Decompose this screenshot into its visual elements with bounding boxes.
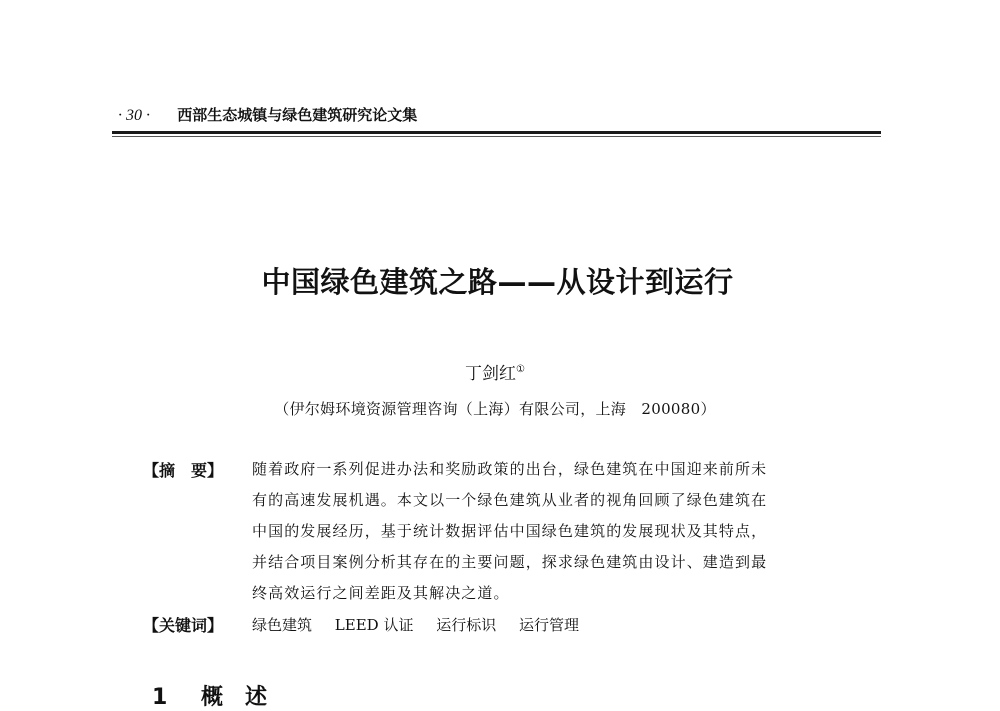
author-footnote-mark: ① — [516, 364, 525, 375]
keyword: 运行管理 — [519, 616, 580, 634]
abstract-line: 终高效运行之间差距及其解决之道。 — [252, 584, 510, 602]
abstract-line: 有的高速发展机遇。本文以一个绿色建筑从业者的视角回顾了绿色建筑在 — [252, 491, 768, 509]
journal-title: 西部生态城镇与绿色建筑研究论文集 — [177, 106, 418, 124]
abstract-line: 中国的发展经历，基于统计数据评估中国绿色建筑的发展现状及其特点， — [252, 522, 768, 540]
author-line — [0, 359, 990, 384]
running-header — [118, 104, 417, 125]
paper-title: 中国绿色建筑之路——从设计到运行 — [261, 265, 734, 299]
author-name: 丁剑红 — [465, 364, 517, 384]
keywords-label: 【关键词】 — [143, 616, 224, 635]
section-title: 概 述 — [200, 685, 267, 710]
keyword: 绿色建筑 — [252, 616, 313, 634]
section-heading — [152, 680, 267, 711]
page-number: · 30 · — [118, 107, 150, 124]
header-rule — [112, 131, 881, 134]
abstract-label: 【摘 要】 — [143, 461, 224, 480]
keywords-list — [252, 614, 597, 635]
keyword: 运行标识 — [436, 616, 497, 634]
abstract-line: 随着政府一系列促进办法和奖励政策的出台，绿色建筑在中国迎来前所未 — [252, 460, 768, 478]
section-number: 1 — [152, 685, 168, 710]
author-affiliation: （伊尔姆环境资源管理咨询（上海）有限公司，上海 200080） — [274, 400, 716, 418]
abstract-line: 并结合项目案例分析其存在的主要问题，探求绿色建筑由设计、建造到最 — [252, 553, 768, 571]
keyword: LEED 认证 — [334, 616, 414, 634]
header-rule-thin — [112, 136, 881, 137]
